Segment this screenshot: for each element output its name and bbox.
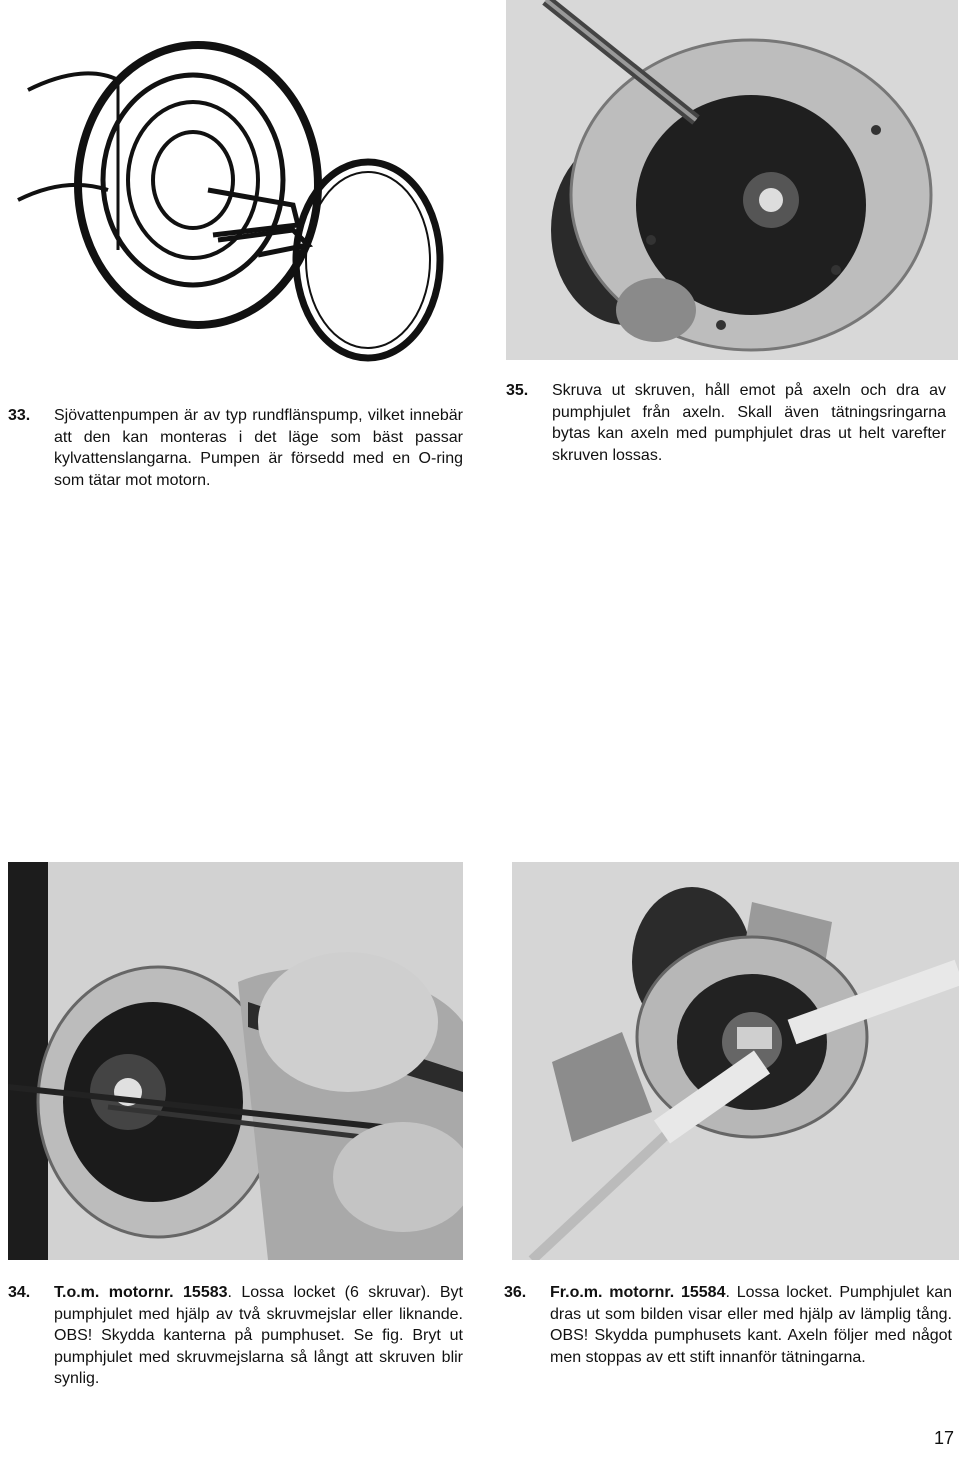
caption-number: 34. (8, 1284, 31, 1301)
caption-34 (8, 1282, 463, 1390)
caption-36 (504, 1282, 952, 1368)
caption-number: 35. (506, 382, 529, 399)
caption-text: Skruva ut skruven, håll emot på axeln och dra av pumphjulet från axeln. Skall även tätningsringarna bytas kan axeln med pumphjulet dras ut helt varefter skruven lossas. (552, 382, 946, 464)
figure-36-pump-photo (512, 862, 959, 1260)
caption-text (550, 1282, 952, 1368)
caption-text: Sjövattenpumpen är av typ rundflänspump, vilket innebär att den kan monteras i det läge som bäst passar kylvattenslangarna. Pumpen är försedd med en O-ring som tätar mot motorn. (54, 407, 463, 489)
caption-motor-range: Fr.o.m. motornr. 15584 (550, 1284, 726, 1301)
caption-motor-range: T.o.m. motornr. 15583 (54, 1284, 228, 1301)
caption-body: . Lossa locket (6 skruvar). Byt pumphjulet med hjälp av två skruvmejslar eller liknande. OBS! Skydda kanterna på pumphuset. Se fig. Bryt ut pumphjulet med skruvmejslarna så långt att skruven blir synlig. (54, 1284, 464, 1387)
caption-33 (8, 405, 463, 491)
caption-35 (506, 380, 946, 466)
figure-34-pump-photo (8, 862, 463, 1260)
caption-body: . Lossa locket. Pumphjulet kan dras ut som bilden visar eller med hjälp av lämplig tång. OBS! Skydda pumphusets kant. Axeln följer med något men stoppas av ett stift innanför tätningarna. (550, 1284, 952, 1366)
page-number: 17 (933, 1428, 954, 1448)
caption-number: 36. (504, 1284, 527, 1301)
figure-35-pump-photo (506, 0, 958, 360)
caption-text (54, 1282, 463, 1390)
caption-number: 33. (8, 407, 31, 424)
figure-33-oring-drawing (8, 0, 470, 380)
